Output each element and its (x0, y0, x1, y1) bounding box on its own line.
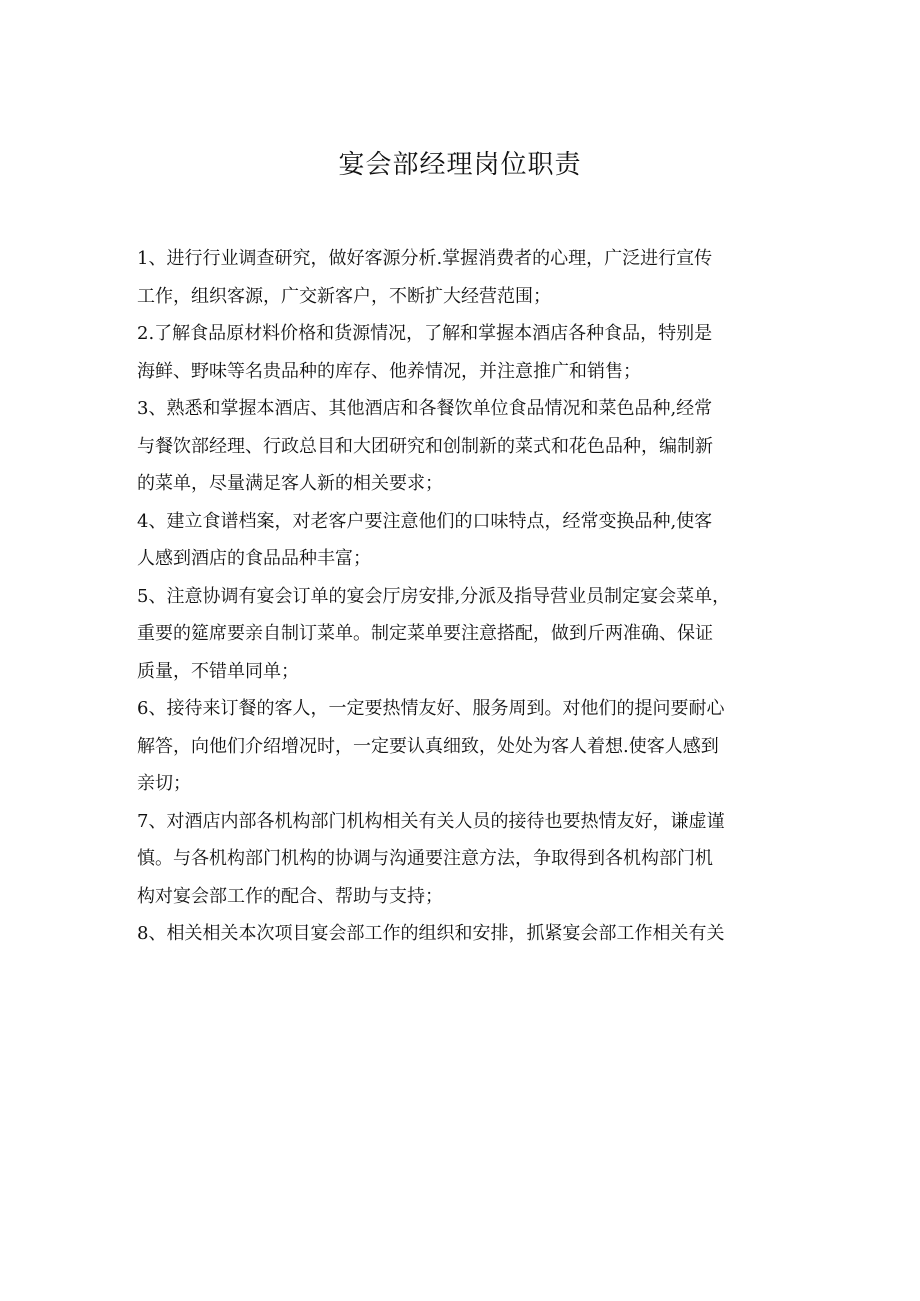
body-line: 7、对酒店内部各机构部门机构相关有关人员的接待也要热情友好，谦虚谨 (137, 810, 725, 832)
body-line: 慎。与各机构部门机构的协调与沟通要注意方法，争取得到各机构部门机 (137, 848, 713, 869)
document-body (137, 240, 784, 953)
body-line: 质量，不错单同单； (137, 660, 299, 682)
body-line: 的菜单，尽量满足客人新的相关要求； (137, 473, 443, 494)
body-line: 亲切； (137, 773, 191, 794)
document-title: 宴会部经理岗位职责 (338, 150, 582, 180)
body-line: 人感到酒店的食品品种丰富； (137, 548, 371, 569)
body-line: 构对宴会部工作的配合、帮助与支持； (137, 885, 443, 907)
body-line: 2.了解食品原材料价格和货源情况，了解和掌握本酒店各种食品，特别是 (137, 323, 713, 344)
body-line: 海鲜、野味等名贵品种的库存、他养情况，并注意推广和销售； (137, 360, 641, 382)
body-line: 重要的筵席要亲自制订菜单。制定菜单要注意搭配，做到斤两准确、保证 (137, 623, 713, 644)
body-line: 与餐饮部经理、行政总目和大团研究和创制新的菜式和花色品种，编制新 (137, 435, 713, 457)
body-line: 5、注意协调有宴会订单的宴会厅房安排,分派及指导营业员制定宴会菜单， (137, 585, 731, 607)
body-line: 3、熟悉和掌握本酒店、其他酒店和各餐饮单位食品情况和菜色品种,经常 (137, 398, 713, 419)
body-line: 工作，组织客源，广交新客户，不断扩大经营范围； (137, 285, 551, 307)
body-line: 6、接待来订餐的客人，一定要热情友好、服务周到。对他们的提问要耐心 (137, 698, 725, 719)
body-line: 4、建立食谱档案，对老客户要注意他们的口味特点，经常变换品种,使客 (137, 510, 713, 532)
body-line: 1、进行行业调查研究，做好客源分析.掌握消费者的心理，广泛进行宣传 (137, 248, 713, 269)
body-line: 8、相关相关本次项目宴会部工作的组织和安排，抓紧宴会部工作相关有关 (137, 923, 725, 944)
body-line: 解答，向他们介绍增况时，一定要认真细致，处处为客人着想.使客人感到 (137, 735, 719, 757)
